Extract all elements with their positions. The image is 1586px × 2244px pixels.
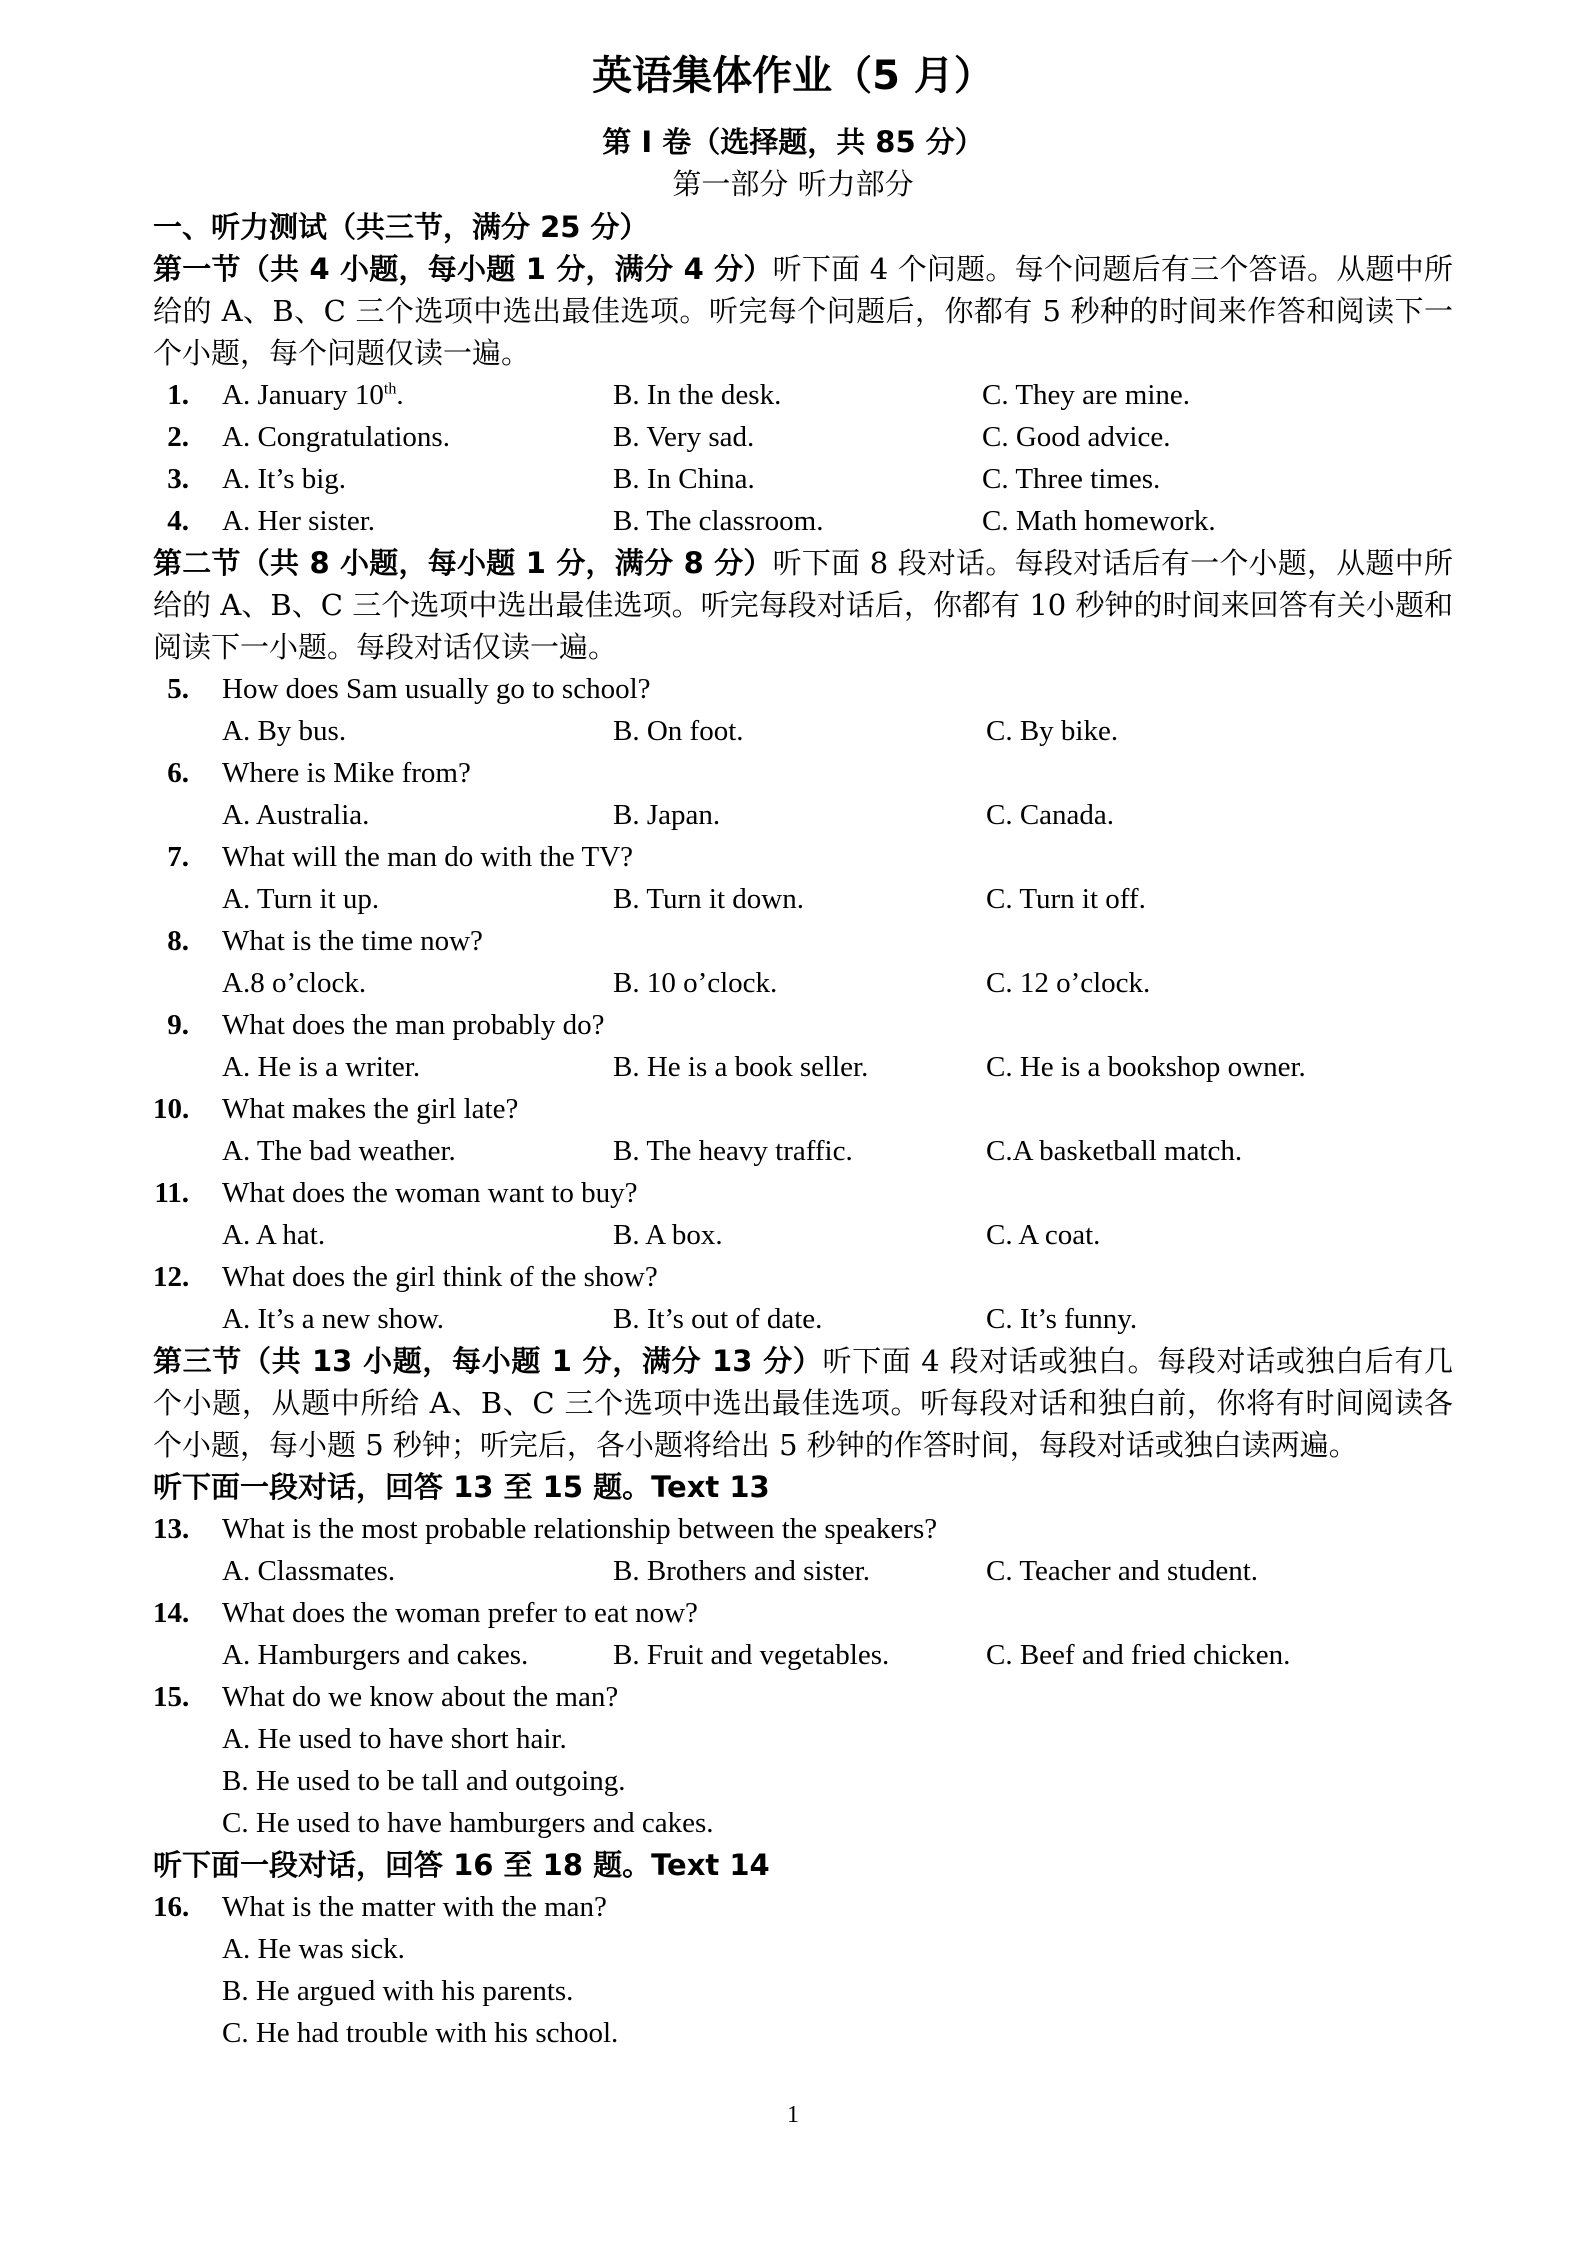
question-row [153, 1088, 1453, 1130]
option-a: A. A hat. [222, 1219, 326, 1251]
question-row [153, 836, 1453, 878]
question-row [153, 374, 1453, 416]
question-row [153, 1508, 1453, 1550]
option-b: B. It’s out of date. [613, 1303, 823, 1335]
question-row [153, 668, 1453, 710]
question-stem: What is the matter with the man? [222, 1891, 607, 1923]
option-b: B. He is a book seller. [613, 1051, 869, 1083]
question-row [153, 1256, 1453, 1298]
option-a: A. January 10th. [222, 379, 404, 411]
option-c: C. A coat. [986, 1219, 1101, 1251]
option-row [153, 1802, 1453, 1844]
question-number: 4. [167, 505, 189, 537]
option-a: A. It’s big. [222, 463, 347, 495]
question-row [153, 1592, 1453, 1634]
option-b: B. Brothers and sister. [613, 1555, 870, 1587]
option-row [153, 1130, 1453, 1172]
option-c: C.A basketball match. [986, 1135, 1243, 1167]
section-heading: 一、听力测试（共三节，满分 25 分） [153, 210, 649, 244]
question-number: 11. [154, 1177, 189, 1209]
question-stem: What is the most probable relationship between the speakers? [222, 1513, 938, 1545]
option-b: B. He used to be tall and outgoing. [222, 1765, 626, 1797]
section2-questions [153, 668, 1453, 1340]
option-row [153, 962, 1453, 1004]
section2-instructions: 第二节（共 8 小题，每小题 1 分，满分 8 分）听下面 8 段对话。每段对话后有一个小题，从题中所给的 A、B、C 三个选项中选出最佳选项。听完每段对话后，你都有 10 秒钟的时间来回答有关小题和阅读下一小题。每段对话仅读一遍。 [153, 546, 1453, 664]
question-stem: Where is Mike from? [222, 757, 471, 789]
question-stem: How does Sam usually go to school? [222, 673, 651, 705]
option-row [153, 1928, 1453, 1970]
option-b: B. He argued with his parents. [222, 1975, 574, 2007]
option-b: B. 10 o’clock. [613, 967, 778, 999]
question-row [153, 500, 1453, 542]
option-c: C. It’s funny. [986, 1303, 1138, 1335]
section1-heading: 第一节（共 4 小题，每小题 1 分，满分 4 分） [153, 252, 773, 286]
question-number: 5. [167, 673, 189, 705]
option-c: C. Beef and fried chicken. [986, 1639, 1291, 1671]
option-row [153, 1718, 1453, 1760]
option-a: A. It’s a new show. [222, 1303, 445, 1335]
option-c: C. 12 o’clock. [986, 967, 1151, 999]
question-number: 3. [167, 463, 189, 495]
question-stem: What does the woman prefer to eat now? [222, 1597, 698, 1629]
option-b: B. In the desk. [613, 379, 782, 411]
question-number: 13. [153, 1513, 190, 1545]
question-number: 8. [167, 925, 189, 957]
question-stem: What is the time now? [222, 925, 483, 957]
question-stem: What do we know about the man? [222, 1681, 619, 1713]
option-row [153, 1634, 1453, 1676]
option-row [153, 1298, 1453, 1340]
question-row [153, 1172, 1453, 1214]
option-c: C. Math homework. [982, 505, 1216, 537]
question-row [153, 752, 1453, 794]
option-row [153, 1550, 1453, 1592]
option-c: C. Teacher and student. [986, 1555, 1259, 1587]
option-row [153, 2012, 1453, 2054]
question-stem: What does the woman want to buy? [222, 1177, 638, 1209]
option-a: A. Congratulations. [222, 421, 450, 453]
option-row [153, 794, 1453, 836]
option-a: A. Turn it up. [222, 883, 380, 915]
option-b: B. Very sad. [613, 421, 755, 453]
question-row [153, 416, 1453, 458]
question-stem: What will the man do with the TV? [222, 841, 634, 873]
option-c: C. Good advice. [982, 421, 1171, 453]
question-stem: What does the man probably do? [222, 1009, 605, 1041]
option-a: A. Australia. [222, 799, 370, 831]
option-a: A.8 o’clock. [222, 967, 367, 999]
text14-heading: 听下面一段对话，回答 16 至 18 题。Text 14 [153, 1848, 770, 1882]
question-stem: What makes the girl late? [222, 1093, 519, 1125]
section1-instructions: 第一节（共 4 小题，每小题 1 分，满分 4 分）听下面 4 个问题。每个问题后有三个答语。从题中所给的 A、B、C 三个选项中选出最佳选项。听完每个问题后，你都有 5 秒种的时间来作答和阅读下一个小题，每个问题仅读一遍。 [153, 252, 1453, 370]
question-row [153, 458, 1453, 500]
page-number: 1 [787, 2102, 799, 2128]
option-a: A. He used to have short hair. [222, 1723, 567, 1755]
option-b: B. Fruit and vegetables. [613, 1639, 890, 1671]
option-a: A. The bad weather. [222, 1135, 456, 1167]
option-a: A. By bus. [222, 715, 347, 747]
option-row [153, 1970, 1453, 2012]
question-number: 12. [153, 1261, 190, 1293]
question-number: 7. [167, 841, 189, 873]
option-c: C. He used to have hamburgers and cakes. [222, 1807, 714, 1839]
question-row [153, 1886, 1453, 1928]
question-number: 1. [167, 379, 189, 411]
question-number: 15. [153, 1681, 190, 1713]
section2-heading: 第二节（共 8 小题，每小题 1 分，满分 8 分） [153, 546, 773, 580]
question-number: 10. [153, 1093, 190, 1125]
option-c: C. He had trouble with his school. [222, 2017, 619, 2049]
option-b: B. Turn it down. [613, 883, 804, 915]
option-a: A. He was sick. [222, 1933, 405, 1965]
question-stem: What does the girl think of the show? [222, 1261, 658, 1293]
option-a: A. Hamburgers and cakes. [222, 1639, 529, 1671]
option-row [153, 1214, 1453, 1256]
section3-instructions: 第三节（共 13 小题，每小题 1 分，满分 13 分）听下面 4 段对话或独白。每段对话或独白后有几个小题，从题中所给 A、B、C 三个选项中选出最佳选项。听每段对话和独白前，你将有时间阅读各个小题，每小题 5 秒钟；听完后，各小题将给出 5 秒钟的作答时间，每段对话或独白读两遍。 [153, 1344, 1453, 1462]
option-b: B. The classroom. [613, 505, 824, 537]
question-number: 6. [167, 757, 189, 789]
text13-heading: 听下面一段对话，回答 13 至 15 题。Text 13 [153, 1470, 770, 1504]
option-row [153, 878, 1453, 920]
exam-content [153, 206, 1453, 2054]
question-number: 2. [167, 421, 189, 453]
option-c: C. They are mine. [982, 379, 1191, 411]
option-b: B. A box. [613, 1219, 723, 1251]
option-a: A. Her sister. [222, 505, 376, 537]
question-row [153, 1004, 1453, 1046]
part-title: 第一部分 听力部分 [672, 167, 914, 201]
option-b: B. On foot. [613, 715, 744, 747]
question-row [153, 1676, 1453, 1718]
question-number: 16. [153, 1891, 190, 1923]
option-b: B. The heavy traffic. [613, 1135, 853, 1167]
option-row [153, 1760, 1453, 1802]
question-row [153, 920, 1453, 962]
text13-questions [153, 1508, 1453, 1676]
paper-subtitle: 第 I 卷（选择题，共 85 分） [602, 125, 984, 159]
question-number: 14. [153, 1597, 190, 1629]
option-a: A. Classmates. [222, 1555, 396, 1587]
option-row [153, 1046, 1453, 1088]
option-row [153, 710, 1453, 752]
section3-heading: 第三节（共 13 小题，每小题 1 分，满分 13 分） [153, 1344, 823, 1378]
option-c: C. Three times. [982, 463, 1161, 495]
page-title: 英语集体作业（5 月） [592, 53, 994, 99]
option-c: C. Canada. [986, 799, 1115, 831]
option-b: B. In China. [613, 463, 755, 495]
option-c: C. By bike. [986, 715, 1119, 747]
option-a: A. He is a writer. [222, 1051, 421, 1083]
option-c: C. Turn it off. [986, 883, 1146, 915]
question-number: 9. [167, 1009, 189, 1041]
option-b: B. Japan. [613, 799, 721, 831]
option-c: C. He is a bookshop owner. [986, 1051, 1306, 1083]
